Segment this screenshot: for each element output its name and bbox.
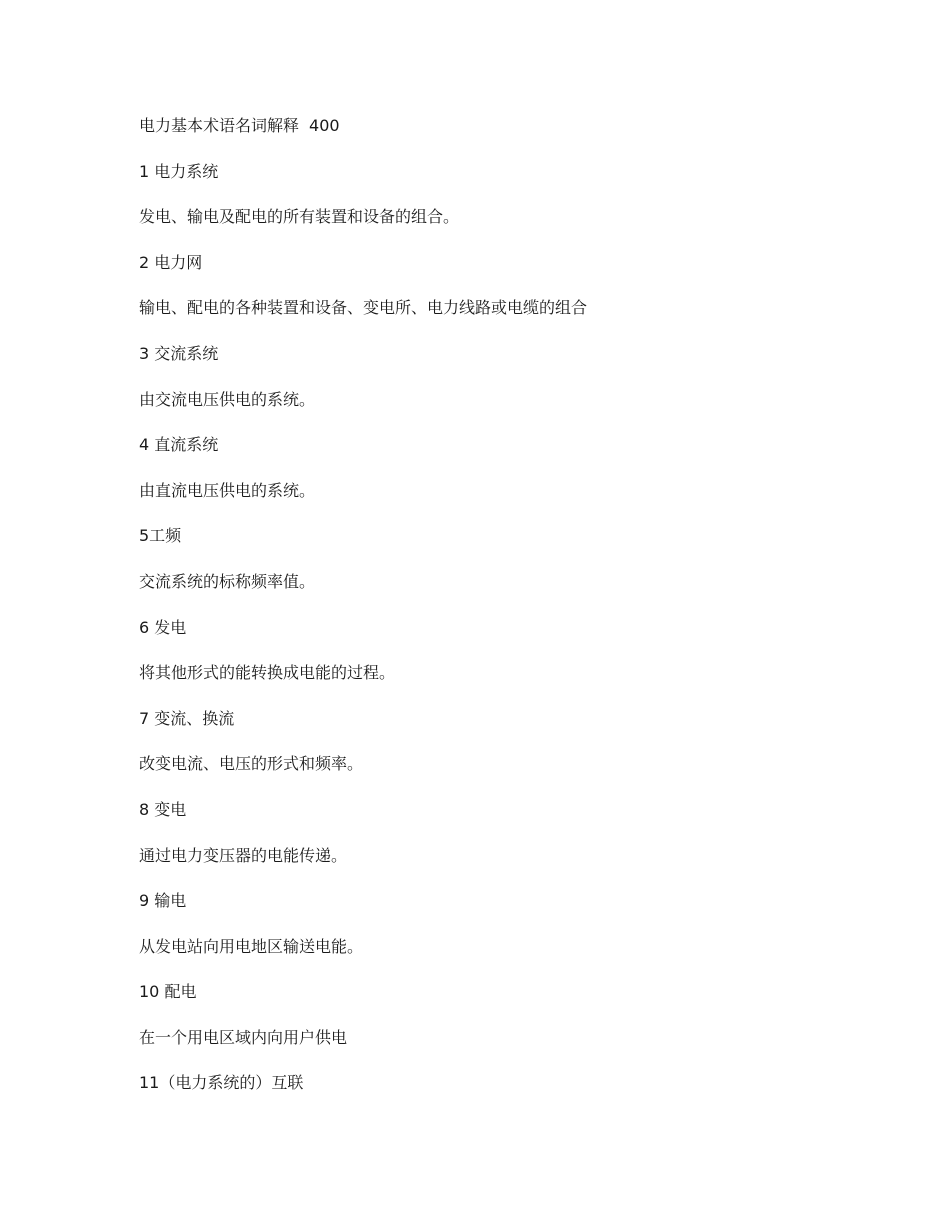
document-title — [139, 113, 899, 159]
term-definition: 从发电站向用电地区输送电能。 — [139, 936, 364, 956]
term-heading: 11（电力系统的）互联 — [139, 1073, 304, 1093]
term-definition: 输电、配电的各种装置和设备、变电所、电力线路或电缆的组合 — [139, 298, 588, 318]
term-definition: 由交流电压供电的系统。 — [139, 389, 316, 409]
term-heading: 2 电力网 — [139, 252, 203, 272]
term-definition: 改变电流、电压的形式和频率。 — [139, 754, 364, 774]
term-heading: 7 变流、换流 — [139, 708, 235, 728]
term-heading: 6 发电 — [139, 617, 187, 637]
term-definition: 由直流电压供电的系统。 — [139, 480, 316, 500]
document-body — [139, 113, 899, 1116]
term-definition: 在一个用电区域内向用户供电 — [139, 1027, 348, 1047]
title-text: 电力基本术语名词解释 — [139, 116, 300, 135]
term-heading: 1 电力系统 — [139, 161, 219, 181]
term-definition: 发电、输电及配电的所有装置和设备的组合。 — [139, 207, 460, 227]
term-heading: 5工频 — [139, 526, 182, 546]
term-definition: 通过电力变压器的电能传递。 — [139, 845, 348, 865]
term-heading: 8 变电 — [139, 799, 187, 819]
title-count: 400 — [309, 116, 340, 135]
term-heading: 3 交流系统 — [139, 343, 219, 363]
term-definition: 交流系统的标称频率值。 — [139, 571, 316, 591]
term-heading: 9 输电 — [139, 891, 187, 911]
term-heading: 10 配电 — [139, 982, 197, 1002]
term-heading: 4 直流系统 — [139, 435, 219, 455]
term-definition: 将其他形式的能转换成电能的过程。 — [139, 663, 396, 683]
